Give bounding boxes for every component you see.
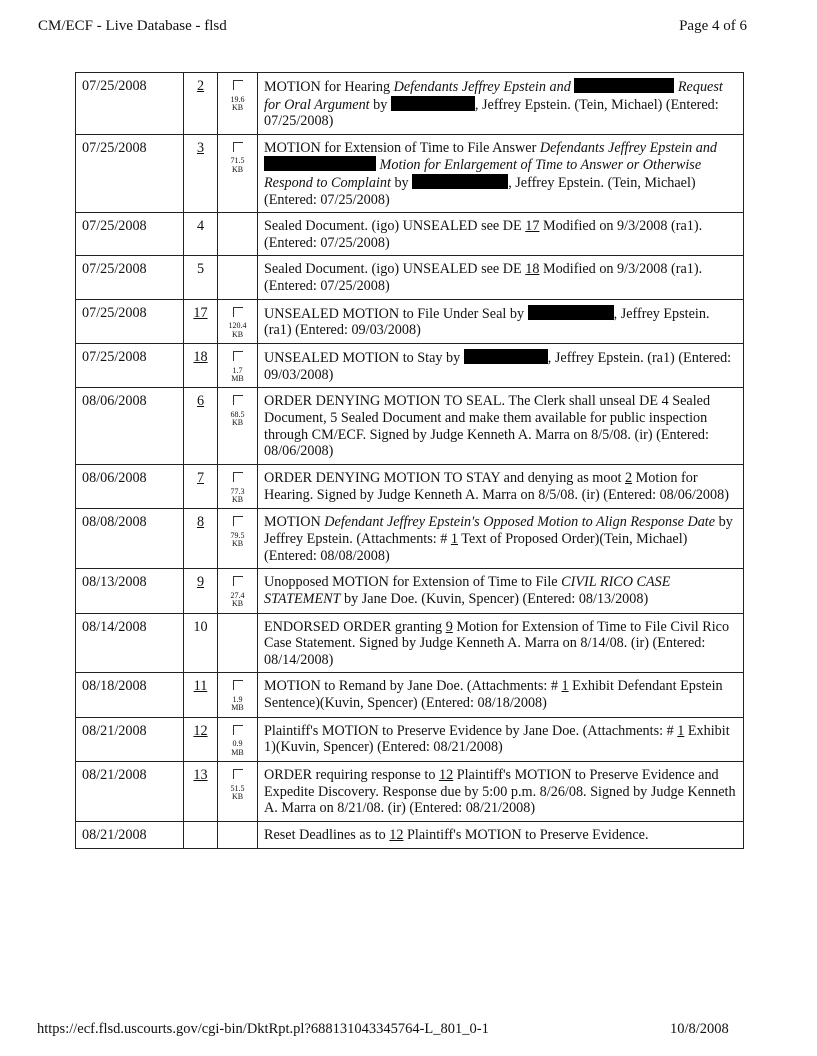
docket-table bbox=[75, 72, 744, 849]
entry-date: 08/18/2008 bbox=[76, 673, 184, 717]
entry-date: 08/14/2008 bbox=[76, 613, 184, 673]
entry-date: 08/08/2008 bbox=[76, 509, 184, 569]
document-link[interactable]: 0.9 MB bbox=[218, 717, 258, 761]
table-row bbox=[76, 673, 744, 717]
entry-date: 08/21/2008 bbox=[76, 762, 184, 822]
page-url: https://ecf.flsd.uscourts.gov/cgi-bin/DktRpt.pl?688131043345764-L_801_0-1 bbox=[37, 1021, 489, 1037]
docket-entry-link[interactable]: 17 bbox=[525, 218, 540, 235]
redaction-bar bbox=[264, 156, 376, 171]
print-date: 10/8/2008 bbox=[670, 1021, 729, 1037]
document-link[interactable]: 71.5 KB bbox=[218, 134, 258, 212]
entry-text: UNSEALED MOTION to File Under Seal by , Jeffrey Epstein. (ra1) (Entered: 09/03/2008) bbox=[258, 299, 744, 343]
entry-text: MOTION for Hearing Defendants Jeffrey Epstein and Request for Oral Argument by , Jeffrey Epstein. (Tein, Michael) (Entered: 07/25/2008) bbox=[258, 73, 744, 135]
docket-entry-link[interactable]: 12 bbox=[389, 826, 404, 843]
table-row bbox=[76, 762, 744, 822]
document-link[interactable]: 27.4 KB bbox=[218, 569, 258, 613]
entry-number-link[interactable]: 3 bbox=[196, 139, 205, 156]
document-icon bbox=[233, 680, 243, 690]
entry-number-link[interactable]: 2 bbox=[196, 78, 205, 94]
document-icon bbox=[233, 307, 243, 317]
entry-number: 4 bbox=[184, 213, 218, 256]
redaction-bar bbox=[412, 174, 508, 189]
document-icon bbox=[233, 351, 243, 361]
entry-date: 07/25/2008 bbox=[76, 73, 184, 135]
entry-text: ORDER DENYING MOTION TO STAY and denying as moot 2 Motion for Hearing. Signed by Judge Kenneth A. Marra on 8/5/08. (ir) (Entered: 08/06/2008) bbox=[258, 464, 744, 508]
entry-number: 5 bbox=[184, 256, 218, 299]
entry-text: Sealed Document. (igo) UNSEALED see DE 17 Modified on 9/3/2008 (ra1). (Entered: 07/25/2008) bbox=[258, 213, 744, 256]
entry-date: 07/25/2008 bbox=[76, 299, 184, 343]
document-icon bbox=[233, 769, 243, 779]
document-link[interactable]: 77.3 KB bbox=[218, 464, 258, 508]
entry-number-link[interactable]: 8 bbox=[196, 514, 205, 531]
document-icon bbox=[233, 576, 243, 586]
docket-entry-link[interactable]: 18 bbox=[525, 261, 540, 278]
document-icon bbox=[233, 472, 243, 482]
table-row bbox=[76, 509, 744, 569]
table-row bbox=[76, 569, 744, 613]
document-link[interactable]: 1.9 MB bbox=[218, 673, 258, 717]
redaction-bar bbox=[574, 78, 674, 93]
document-icon bbox=[233, 395, 243, 405]
entry-date: 08/21/2008 bbox=[76, 717, 184, 761]
entry-date: 08/13/2008 bbox=[76, 569, 184, 613]
redaction-bar bbox=[528, 305, 614, 320]
entry-number-link[interactable]: 12 bbox=[193, 722, 208, 739]
entry-number-link[interactable]: 7 bbox=[196, 469, 205, 486]
table-row bbox=[76, 613, 744, 673]
page-number: Page 4 of 6 bbox=[679, 18, 747, 34]
table-row bbox=[76, 256, 744, 299]
entry-date: 07/25/2008 bbox=[76, 213, 184, 256]
entry-date: 07/25/2008 bbox=[76, 344, 184, 388]
redaction-bar bbox=[464, 349, 548, 364]
document-link[interactable]: 68.5 KB bbox=[218, 388, 258, 464]
document-link[interactable]: 51.5 KB bbox=[218, 762, 258, 822]
entry-number-link[interactable]: 18 bbox=[193, 349, 208, 366]
entry-date: 08/21/2008 bbox=[76, 821, 184, 848]
document-link[interactable]: 19.6 KB bbox=[218, 73, 258, 135]
table-row bbox=[76, 464, 744, 508]
attachment-link[interactable]: 1 bbox=[561, 678, 569, 695]
entry-date: 07/25/2008 bbox=[76, 134, 184, 212]
redaction-bar bbox=[391, 96, 475, 111]
attachment-link[interactable]: 1 bbox=[450, 530, 458, 547]
document-icon bbox=[233, 516, 243, 526]
document-icon bbox=[233, 142, 243, 152]
document-link[interactable]: 79.5 KB bbox=[218, 509, 258, 569]
document-icon bbox=[233, 80, 243, 90]
document-icon bbox=[233, 725, 243, 735]
table-row bbox=[76, 717, 744, 761]
entry-text: MOTION for Extension of Time to File Answer Defendants Jeffrey Epstein and Motion for Enlargement of Time to Answer or Otherwise Respond to Complaint by , Jeffrey Epstein. (Tein, Michael) (Entered: 07/25/2008) bbox=[258, 134, 744, 212]
entry-date: 08/06/2008 bbox=[76, 388, 184, 464]
page-header-title: CM/ECF - Live Database - flsd bbox=[38, 18, 227, 34]
table-row bbox=[76, 213, 744, 256]
docket-entry-link[interactable]: 12 bbox=[438, 767, 454, 784]
entry-text: Plaintiff's MOTION to Preserve Evidence by Jane Doe. (Attachments: # 1 Exhibit 1)(Kuvin, Spencer) (Entered: 08/21/2008) bbox=[258, 717, 744, 761]
entry-text: MOTION to Remand by Jane Doe. (Attachments: # 1 Exhibit Defendant Epstein Sentence)(Kuvin, Spencer) (Entered: 08/18/2008) bbox=[258, 673, 744, 717]
entry-number-link[interactable]: 6 bbox=[196, 393, 205, 410]
entry-text: ORDER requiring response to 12 Plaintiff's MOTION to Preserve Evidence and Expedite Discovery. Response due by 5:00 p.m. 8/26/08. Signed by Judge Kenneth A. Marra on 8/21/08. (ir) (Entered: 08/21/2008) bbox=[258, 762, 744, 822]
entry-text: MOTION Defendant Jeffrey Epstein's Opposed Motion to Align Response Date by Jeffrey Epstein. (Attachments: # 1 Text of Proposed Order)(Tein, Michael) (Entered: 08/08/2008) bbox=[258, 509, 744, 569]
entry-text: ORDER DENYING MOTION TO SEAL. The Clerk shall unseal DE 4 Sealed Document, 5 Sealed Document and make them available for public inspection through CM/ECF. Signed by Judge Kenneth A. Marra on 8/5/08. (ir) (Entered: 08/06/2008) bbox=[258, 388, 744, 464]
docket-entry-link[interactable]: 2 bbox=[625, 469, 633, 486]
entry-text: Sealed Document. (igo) UNSEALED see DE 18 Modified on 9/3/2008 (ra1). (Entered: 07/25/2008) bbox=[258, 256, 744, 299]
entry-number: 10 bbox=[184, 613, 218, 673]
entry-number-link[interactable]: 9 bbox=[196, 574, 205, 591]
entry-text: UNSEALED MOTION to Stay by , Jeffrey Epstein. (ra1) (Entered: 09/03/2008) bbox=[258, 344, 744, 388]
table-row bbox=[76, 299, 744, 343]
entry-number-link[interactable]: 17 bbox=[193, 304, 208, 321]
table-row bbox=[76, 388, 744, 464]
entry-number-link[interactable]: 11 bbox=[193, 678, 208, 695]
entry-date: 07/25/2008 bbox=[76, 256, 184, 299]
entry-date: 08/06/2008 bbox=[76, 464, 184, 508]
entry-text: ENDORSED ORDER granting 9 Motion for Extension of Time to File Civil Rico Case Statement. Signed by Judge Kenneth A. Marra on 8/14/08. (ir) (Entered: 08/14/2008) bbox=[258, 613, 744, 673]
table-row bbox=[76, 134, 744, 212]
table-row bbox=[76, 821, 744, 848]
table-row bbox=[76, 73, 744, 135]
table-row bbox=[76, 344, 744, 388]
docket-entry-link[interactable]: 9 bbox=[445, 618, 453, 635]
document-link[interactable]: 120.4 KB bbox=[218, 299, 258, 343]
document-link[interactable]: 1.7 MB bbox=[218, 344, 258, 388]
entry-text: Reset Deadlines as to 12 Plaintiff's MOTION to Preserve Evidence. bbox=[258, 821, 744, 848]
entry-text: Unopposed MOTION for Extension of Time to File CIVIL RICO CASE STATEMENT by Jane Doe. (Kuvin, Spencer) (Entered: 08/13/2008) bbox=[258, 569, 744, 613]
attachment-link[interactable]: 1 bbox=[677, 722, 685, 739]
entry-number-link[interactable]: 13 bbox=[193, 767, 208, 784]
